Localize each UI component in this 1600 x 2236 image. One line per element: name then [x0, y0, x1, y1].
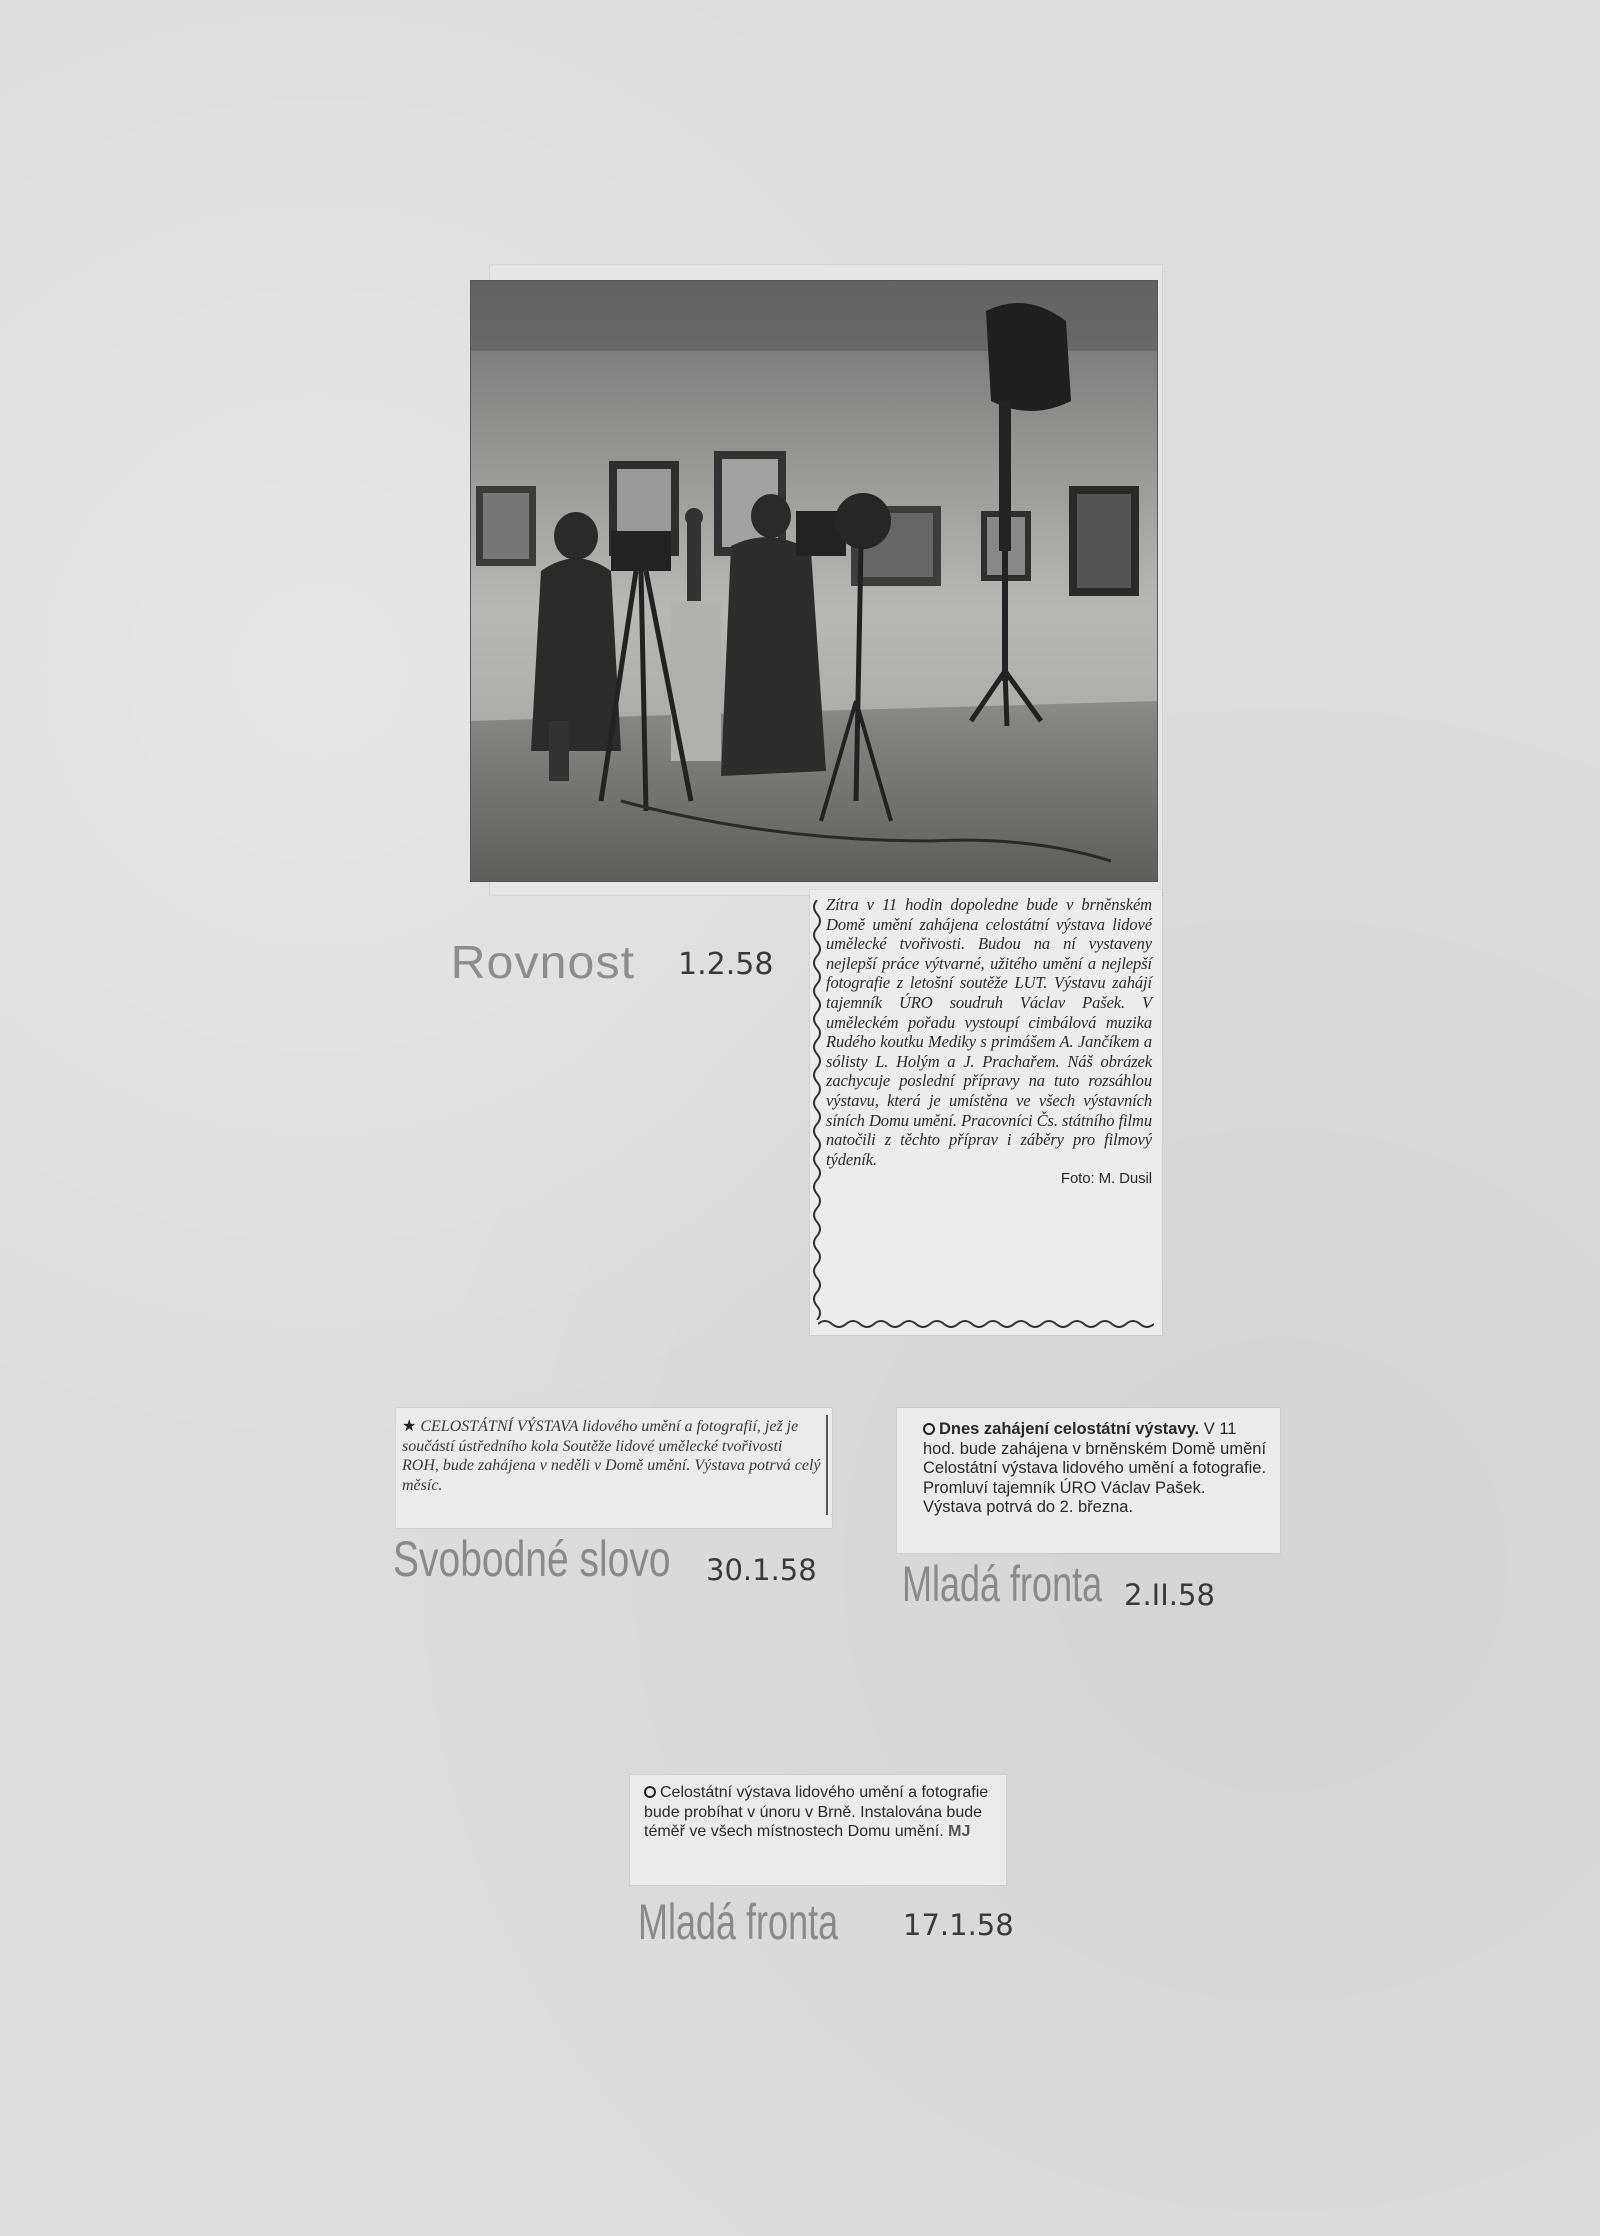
rovnost-stamp: Rovnost: [450, 936, 636, 988]
rovnost-date: 1.2.58: [678, 947, 774, 982]
exhibition-photo-drawing: [471, 281, 1157, 881]
svobodne-slovo-date: 30.1.58: [706, 1553, 817, 1587]
mlada-fronta-2-stamp: Mladá fronta: [638, 1894, 839, 1950]
svobodne-slovo-stamp: Svobodné slovo: [393, 1531, 671, 1587]
photo-credit: Foto: M. Dusil: [1060, 1170, 1152, 1188]
mlada-fronta-1-text: V 11 hod. bude zahájena v brněnském Domě umění Celostátní výstava lidového umění a fotografie. Promluví tajemník ÚRO Václav Pašek. Výstava potrvá do 2. března.: [923, 1420, 1267, 1516]
mlada-fronta-2-mark: MJ: [948, 1823, 971, 1840]
caption-wavy-border-bottom: [818, 1318, 1154, 1330]
star-icon: ★: [402, 1418, 417, 1435]
rovnost-caption: [826, 895, 1152, 1189]
mlada-fronta-2-date: 17.1.58: [903, 1908, 1014, 1942]
mlada-fronta-1-date: 2.II.58: [1124, 1578, 1215, 1612]
bullet-ring-icon: [923, 1423, 935, 1435]
bullet-ring-icon: [644, 1786, 656, 1798]
svobodne-slovo-rule: [826, 1415, 828, 1515]
svobodne-slovo-text: CELOSTÁTNÍ VÝSTAVA lidového umění a fotografií, jež je součástí ústředního kola Soutěže lidové umělecké tvořivosti ROH, bude zahájena v neděli v Domě umění. Výstava potrvá celý měsíc.: [402, 1418, 821, 1494]
rovnost-caption-text: Zítra v 11 hodin dopoledne bude v brněnském Domě umění zahájena celostátní výstava lidové umělecké tvořivosti. Budou na ní vystaveny nejlepší práce výtvarné, užitého umění a nejlepší fotografie z letošní soutěže LUT. Výstavu zahájí tajemník ÚRO soudruh Václav Pašek. V uměleckém pořadu vystoupí cimbálová muzika Rudého koutku Mediky s primášem A. Jančíkem a sólisty L. Holým a J. Prachařem. Náš obrázek zachycuje poslední přípravy na tuto rozsáhlou výstavu, která je umístěna ve všech výstavních síních Domu umění. Pracovníci Čs. státního filmu natočili z těchto příprav i záběry pro filmový týdeník.: [826, 895, 1152, 1169]
exhibition-photo: [470, 280, 1158, 882]
mlada-fronta-2-text: Celostátní výstava lidového umění a fotografie bude probíhat v únoru v Brně. Instalována bude téměř ve všech místnostech Domu umění.: [644, 1784, 989, 1840]
mlada-fronta-1-lead: Dnes zahájení celostátní výstavy.: [939, 1420, 1200, 1438]
mlada-fronta-1-stamp: Mladá fronta: [902, 1556, 1103, 1612]
mlada-fronta-2-text-block: [644, 1783, 994, 1842]
mlada-fronta-1-text-block: [923, 1420, 1268, 1518]
svobodne-slovo-text-block: [402, 1417, 822, 1495]
caption-wavy-border-left: [811, 900, 823, 1320]
